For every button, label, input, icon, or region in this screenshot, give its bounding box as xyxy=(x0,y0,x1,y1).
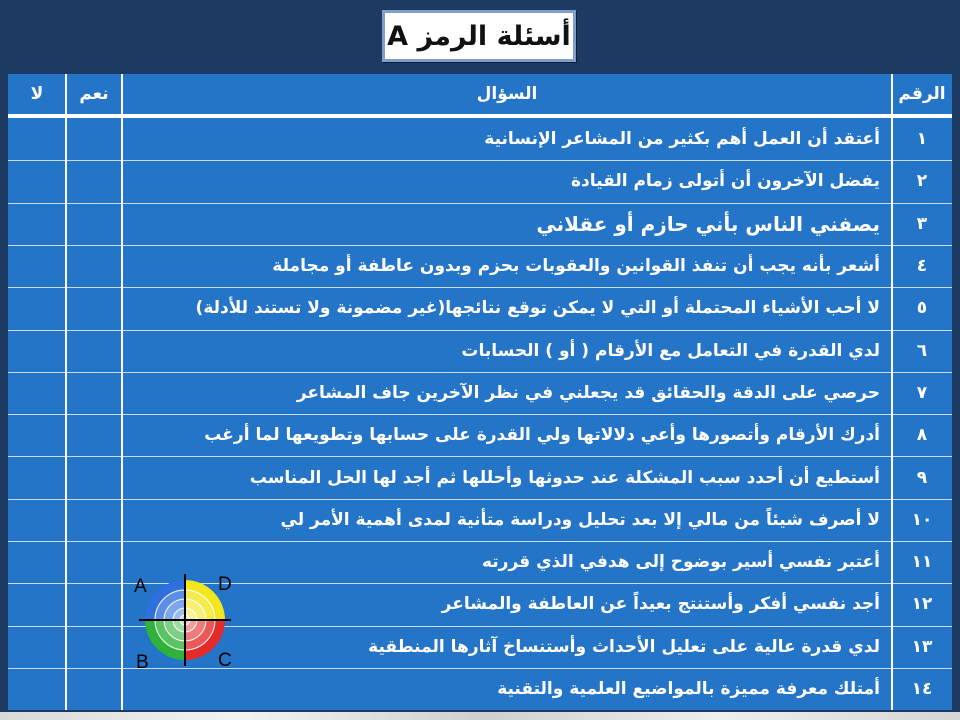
question-number xyxy=(892,414,952,456)
answer-yes-cell[interactable] xyxy=(66,203,122,245)
quadrant-label-d: D xyxy=(218,574,232,595)
answer-no-cell[interactable] xyxy=(8,414,66,456)
quadrant-label-c: C xyxy=(218,650,232,671)
question-text: يصفني الناس بأني حازم أو عقلاني xyxy=(536,211,880,236)
row-divider xyxy=(8,499,952,500)
bottom-strip xyxy=(0,712,960,720)
answer-yes-cell[interactable] xyxy=(66,668,122,710)
question-number xyxy=(892,245,952,287)
table-row xyxy=(8,499,952,541)
answer-yes-cell[interactable] xyxy=(66,583,122,625)
column-divider xyxy=(891,74,893,710)
row-divider xyxy=(8,245,952,246)
question-cell xyxy=(122,456,892,498)
question-cell xyxy=(122,203,892,245)
answer-yes-cell[interactable] xyxy=(66,626,122,668)
question-text: لا أحب الأشياء المحتملة أو التي لا يمكن توقع نتائجها(غير مضمونة ولا تستند للأدلة) xyxy=(195,298,880,319)
answer-no-cell[interactable] xyxy=(8,456,66,498)
row-divider xyxy=(8,330,952,331)
question-number xyxy=(892,499,952,541)
answer-yes-cell[interactable] xyxy=(66,541,122,583)
answer-no-cell[interactable] xyxy=(8,372,66,414)
question-number-text: ١٢ xyxy=(911,594,933,615)
question-text: أجد نفسي أفكر وأستنتج بعيداً عن العاطفة والمشاعر xyxy=(441,594,880,615)
question-number-text: ١١ xyxy=(911,552,933,573)
quadrant-label-a: A xyxy=(134,576,147,597)
question-number xyxy=(892,118,952,160)
question-cell xyxy=(122,414,892,456)
header-no: لا xyxy=(30,84,44,104)
column-divider xyxy=(121,74,123,710)
table-row xyxy=(8,118,952,160)
question-number-text: ١٠ xyxy=(911,509,933,530)
answer-no-cell[interactable] xyxy=(8,287,66,329)
question-text: أشعر بأنه يجب أن تنفذ القوانين والعقوبات بحزم وبدون عاطفة أو مجاملة xyxy=(272,256,880,277)
question-text: لدي قدرة عالية على تعليل الأحداث وأستنساخ آثارها المنطقية xyxy=(368,636,880,657)
question-number xyxy=(892,626,952,668)
question-cell xyxy=(122,287,892,329)
answer-yes-cell[interactable] xyxy=(66,245,122,287)
question-number-text: ٣ xyxy=(916,213,928,234)
question-number-text: ٧ xyxy=(916,382,928,403)
row-divider xyxy=(8,414,952,415)
table-row xyxy=(8,160,952,202)
table-row xyxy=(8,414,952,456)
answer-no-cell[interactable] xyxy=(8,330,66,372)
title-box xyxy=(382,10,576,62)
row-divider xyxy=(8,456,952,457)
answer-yes-cell[interactable] xyxy=(66,456,122,498)
answer-no-cell[interactable] xyxy=(8,203,66,245)
table-row xyxy=(8,372,952,414)
column-divider xyxy=(65,74,67,710)
quadrant-label-b: B xyxy=(136,652,149,673)
table-row xyxy=(8,245,952,287)
question-cell xyxy=(122,499,892,541)
question-number xyxy=(892,287,952,329)
answer-yes-cell[interactable] xyxy=(66,160,122,202)
question-text: يفضل الآخرون أن أتولى زمام القيادة xyxy=(571,171,880,192)
question-cell xyxy=(122,245,892,287)
question-number xyxy=(892,160,952,202)
question-number xyxy=(892,541,952,583)
answer-no-cell[interactable] xyxy=(8,668,66,710)
answer-yes-cell[interactable] xyxy=(66,499,122,541)
question-number xyxy=(892,330,952,372)
table-header xyxy=(8,74,952,118)
question-text: لدي القدرة في التعامل مع الأرقام ( أو ) الحسابات xyxy=(461,340,880,361)
row-divider xyxy=(8,203,952,204)
table-row xyxy=(8,456,952,498)
answer-yes-cell[interactable] xyxy=(66,372,122,414)
question-text: أستطيع أن أحدد سبب المشكلة عند حدوثها وأحللها ثم أجد لها الحل المناسب xyxy=(249,467,880,488)
question-number-text: ١٤ xyxy=(911,679,933,700)
question-number-text: ٨ xyxy=(916,425,928,446)
question-number-text: ٢ xyxy=(916,171,928,192)
answer-no-cell[interactable] xyxy=(8,583,66,625)
question-number xyxy=(892,203,952,245)
question-number xyxy=(892,583,952,625)
row-divider xyxy=(8,287,952,288)
question-cell xyxy=(122,118,892,160)
table-row xyxy=(8,330,952,372)
page-title: أسئلة الرمز A xyxy=(387,20,571,52)
question-number-text: ٤ xyxy=(916,256,928,277)
answer-no-cell[interactable] xyxy=(8,626,66,668)
question-number xyxy=(892,456,952,498)
question-text: أدرك الأرقام وأتصورها وأعي دلالاتها ولي القدرة على حسابها وتطويعها لما أرغب xyxy=(204,425,880,446)
answer-yes-cell[interactable] xyxy=(66,414,122,456)
question-text: أمتلك معرفة مميزة بالمواضيع العلمية والتقنية xyxy=(497,679,880,700)
question-text: أعتبر نفسي أسير بوضوح إلى هدفي الذي قررته xyxy=(481,552,880,573)
answer-no-cell[interactable] xyxy=(8,499,66,541)
answer-no-cell[interactable] xyxy=(8,541,66,583)
header-question: السؤال xyxy=(476,84,538,104)
question-number-text: ١٣ xyxy=(911,636,933,657)
question-text: حرصي على الدقة والحقائق قد يجعلني في نظر الآخرين جاف المشاعر xyxy=(296,382,880,403)
question-number-text: ١ xyxy=(916,129,928,150)
row-divider xyxy=(8,372,952,373)
question-cell xyxy=(122,372,892,414)
question-cell xyxy=(122,330,892,372)
question-cell xyxy=(122,668,892,710)
header-number: الرقم xyxy=(898,84,946,104)
table-row xyxy=(8,287,952,329)
answer-no-cell[interactable] xyxy=(8,160,66,202)
row-divider xyxy=(8,541,952,542)
answer-no-cell[interactable] xyxy=(8,245,66,287)
question-text: أعتقد أن العمل أهم بكثير من المشاعر الإنسانية xyxy=(484,129,880,150)
question-number xyxy=(892,372,952,414)
question-number-text: ٩ xyxy=(916,467,928,488)
answer-yes-cell[interactable] xyxy=(66,330,122,372)
answer-no-cell[interactable] xyxy=(8,118,66,160)
table-row xyxy=(8,203,952,245)
question-number xyxy=(892,668,952,710)
question-number-text: ٥ xyxy=(916,298,928,319)
header-yes: نعم xyxy=(79,84,109,104)
question-number-text: ٦ xyxy=(916,340,928,361)
answer-yes-cell[interactable] xyxy=(66,118,122,160)
question-text: لا أصرف شيئاً من مالي إلا بعد تحليل ودراسة متأنية لمدى أهمية الأمر لي xyxy=(280,509,880,530)
row-divider xyxy=(8,160,952,161)
table-row xyxy=(8,668,952,710)
question-cell xyxy=(122,160,892,202)
answer-yes-cell[interactable] xyxy=(66,287,122,329)
